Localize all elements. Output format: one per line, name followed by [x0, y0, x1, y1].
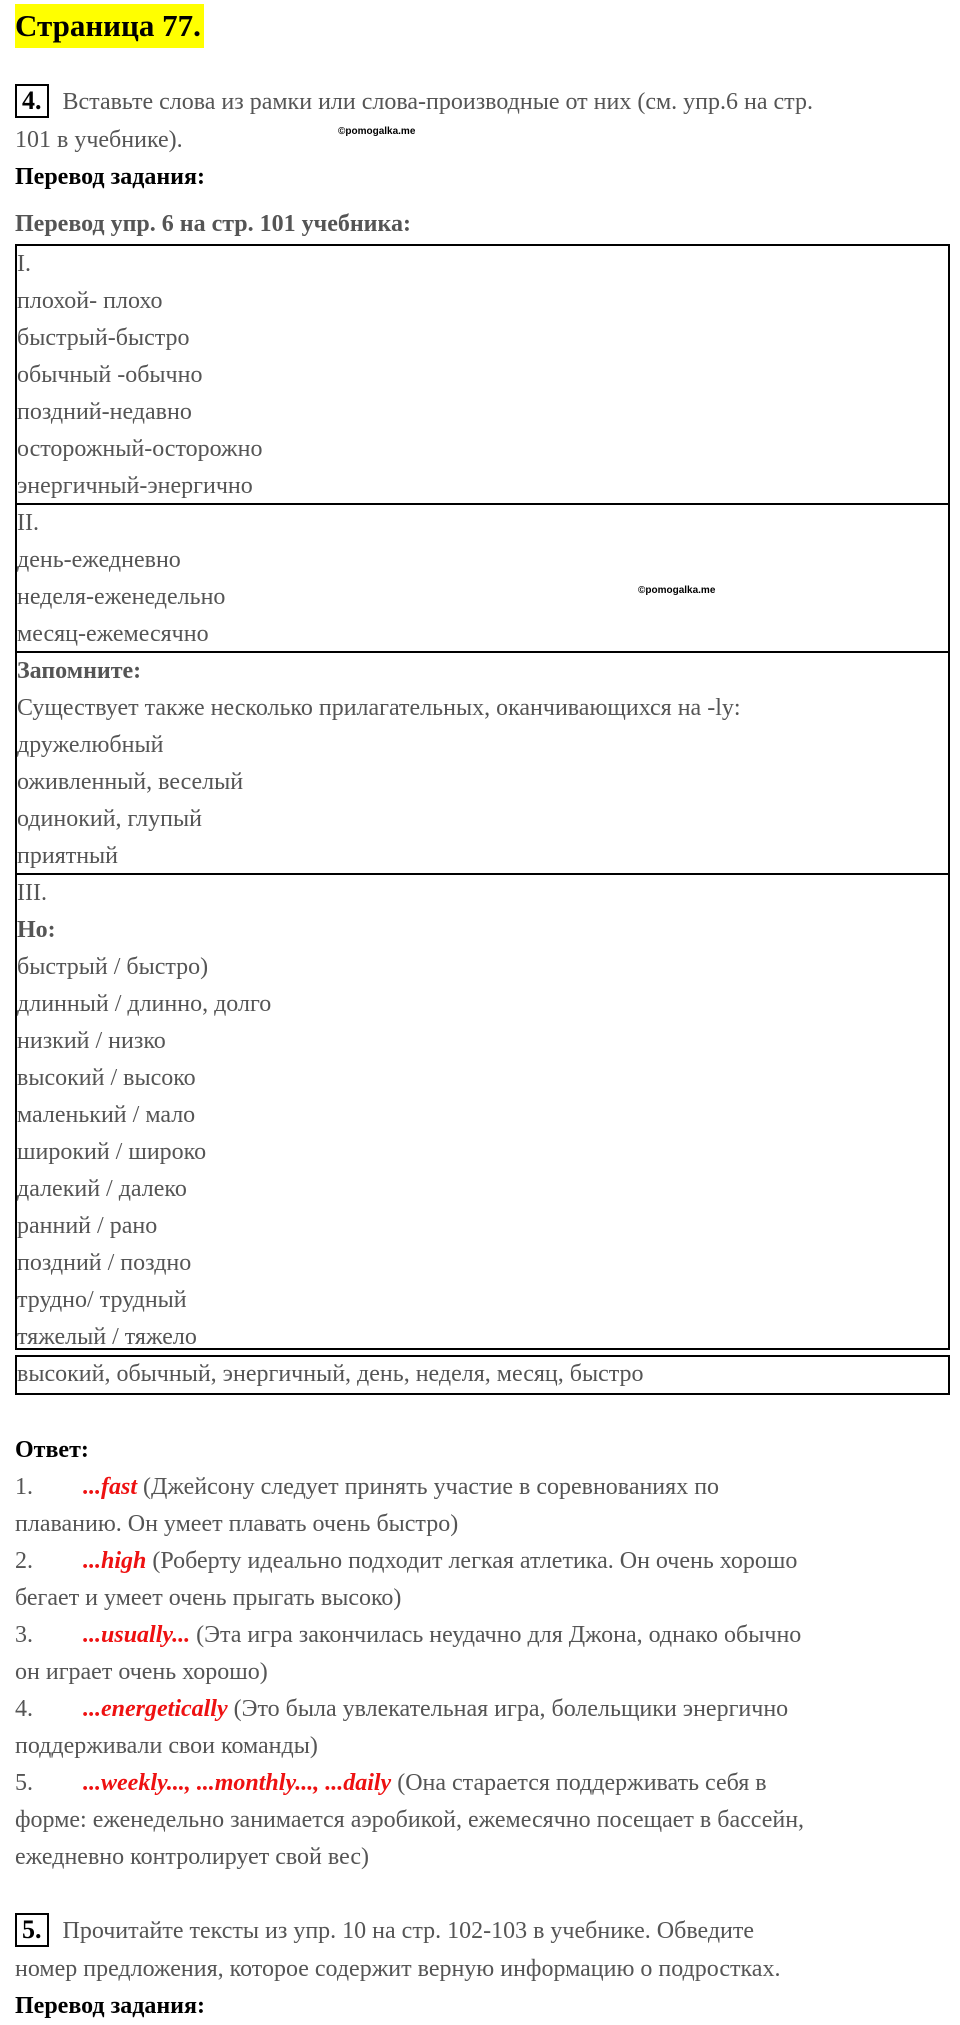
vocab-line: одинокий, глупый [17, 806, 202, 832]
vocab-line: широкий / широко [17, 1139, 207, 1165]
task-4-instruction-line1: Вставьте слова из рамки или слова-производные от них (см. упр.6 на стр. [62, 89, 813, 115]
task-4-translation-heading: Перевод задания: [15, 164, 205, 190]
answer-text: плаванию. Он умеет плавать очень быстро) [15, 1511, 459, 1537]
answer-heading: Ответ: [15, 1437, 89, 1463]
answer-text: поддерживали свои команды) [15, 1733, 318, 1759]
vocab-line: осторожный-осторожно [17, 436, 263, 462]
task-5-instruction-line1: Прочитайте тексты из упр. 10 на стр. 102-103 в учебнике. Обведите [62, 1918, 755, 1944]
vocab-line: месяц-ежемесячно [17, 621, 209, 647]
vocab-line: I. [17, 251, 31, 277]
answer-item [15, 1765, 945, 1876]
textbook-heading: Перевод упр. 6 на стр. 101 учебника: [15, 211, 411, 237]
vocabulary-section-4 [17, 875, 948, 1356]
answer-item [15, 1691, 945, 1765]
word-box: высокий, обычный, энергичный, день, неделя, месяц, быстро [15, 1355, 950, 1395]
vocab-line: низкий / низко [17, 1028, 166, 1054]
vocab-line: неделя-еженедельно [17, 584, 226, 610]
answer-text: бегает и умеет очень прыгать высоко) [15, 1585, 402, 1611]
vocab-line: поздний-недавно [17, 399, 192, 425]
vocab-line: оживленный, веселый [17, 769, 244, 795]
section-4-roman: III. [17, 880, 47, 906]
task-4-instruction-line2: 101 в учебнике). [15, 127, 183, 153]
answer-text: ежедневно контролирует свой вес) [15, 1844, 369, 1870]
task-5-instruction [15, 1913, 945, 2025]
vocab-line: трудно/ трудный [17, 1287, 187, 1313]
page-title: Страница 77. [15, 4, 204, 48]
vocab-line: II. [17, 510, 39, 536]
vocab-line: быстрый-быстро [17, 325, 190, 351]
task-4-number: 4. [15, 84, 49, 118]
answer-text: (Эта игра закончилась неудачно для Джона, однако обычно [190, 1622, 802, 1648]
answer-list [15, 1469, 945, 1876]
task-5-instruction-line2: номер предложения, которое содержит верную информацию о подростках. [15, 1956, 781, 1982]
watermark: ©pomogalka.me [638, 585, 716, 596]
vocab-line: энергичный-энергично [17, 473, 253, 499]
answer-word: ...high [83, 1548, 147, 1574]
answer-text: (Это была увлекательная игра, болельщики энергично [227, 1696, 789, 1722]
answer-number: 3. [15, 1622, 33, 1648]
answer-item [15, 1469, 945, 1543]
answer-item [15, 1617, 945, 1691]
vocabulary-section-3 [17, 653, 948, 875]
vocab-line: тяжелый / тяжело [17, 1324, 197, 1350]
answer-word: ...usually... [83, 1622, 191, 1648]
answer-word: ...weekly..., ...monthly..., ...daily [83, 1770, 392, 1796]
vocab-line: день-ежедневно [17, 547, 181, 573]
answer-number: 1. [15, 1474, 33, 1500]
vocab-line: высокий / высоко [17, 1065, 196, 1091]
answer-word: ...energetically [83, 1696, 228, 1722]
vocab-line: далекий / далеко [17, 1176, 187, 1202]
answer-number: 5. [15, 1770, 33, 1796]
answer-text: он играет очень хорошо) [15, 1659, 268, 1685]
remember-heading: Запомните: [17, 658, 142, 684]
task-5-translation-heading: Перевод задания: [15, 1993, 205, 2019]
vocab-line: обычный -обычно [17, 362, 203, 388]
answer-text: (Она старается поддерживать себя в [391, 1770, 767, 1796]
vocabulary-section-2 [17, 505, 948, 653]
vocab-line: дружелюбный [17, 732, 164, 758]
answer-text: (Роберту идеально подходит легкая атлетика. Он очень хорошо [146, 1548, 798, 1574]
vocab-line: плохой- плохо [17, 288, 163, 314]
answer-word: ...fast [83, 1474, 137, 1500]
watermark: ©pomogalka.me [338, 126, 416, 137]
vocab-line: маленький / мало [17, 1102, 196, 1128]
answer-number: 4. [15, 1696, 33, 1722]
vocab-line: длинный / длинно, долго [17, 991, 272, 1017]
answer-number: 2. [15, 1548, 33, 1574]
but-heading: Но: [17, 917, 56, 943]
vocab-line: Существует также несколько прилагательных, оканчивающихся на -ly: [17, 695, 741, 721]
vocabulary-section-1 [17, 246, 948, 505]
task-5-number: 5. [15, 1913, 49, 1947]
vocab-line: приятный [17, 843, 119, 869]
answer-item [15, 1543, 945, 1617]
task-4-instruction [15, 84, 945, 159]
vocab-line: поздний / поздно [17, 1250, 192, 1276]
answer-text: (Джейсону следует принять участие в соревнованиях по [137, 1474, 720, 1500]
answer-text: форме: еженедельно занимается аэробикой, ежемесячно посещает в бассейн, [15, 1807, 805, 1833]
vocab-line: быстрый / быстро) [17, 954, 209, 980]
vocab-line: ранний / рано [17, 1213, 158, 1239]
vocabulary-box [15, 244, 950, 1350]
